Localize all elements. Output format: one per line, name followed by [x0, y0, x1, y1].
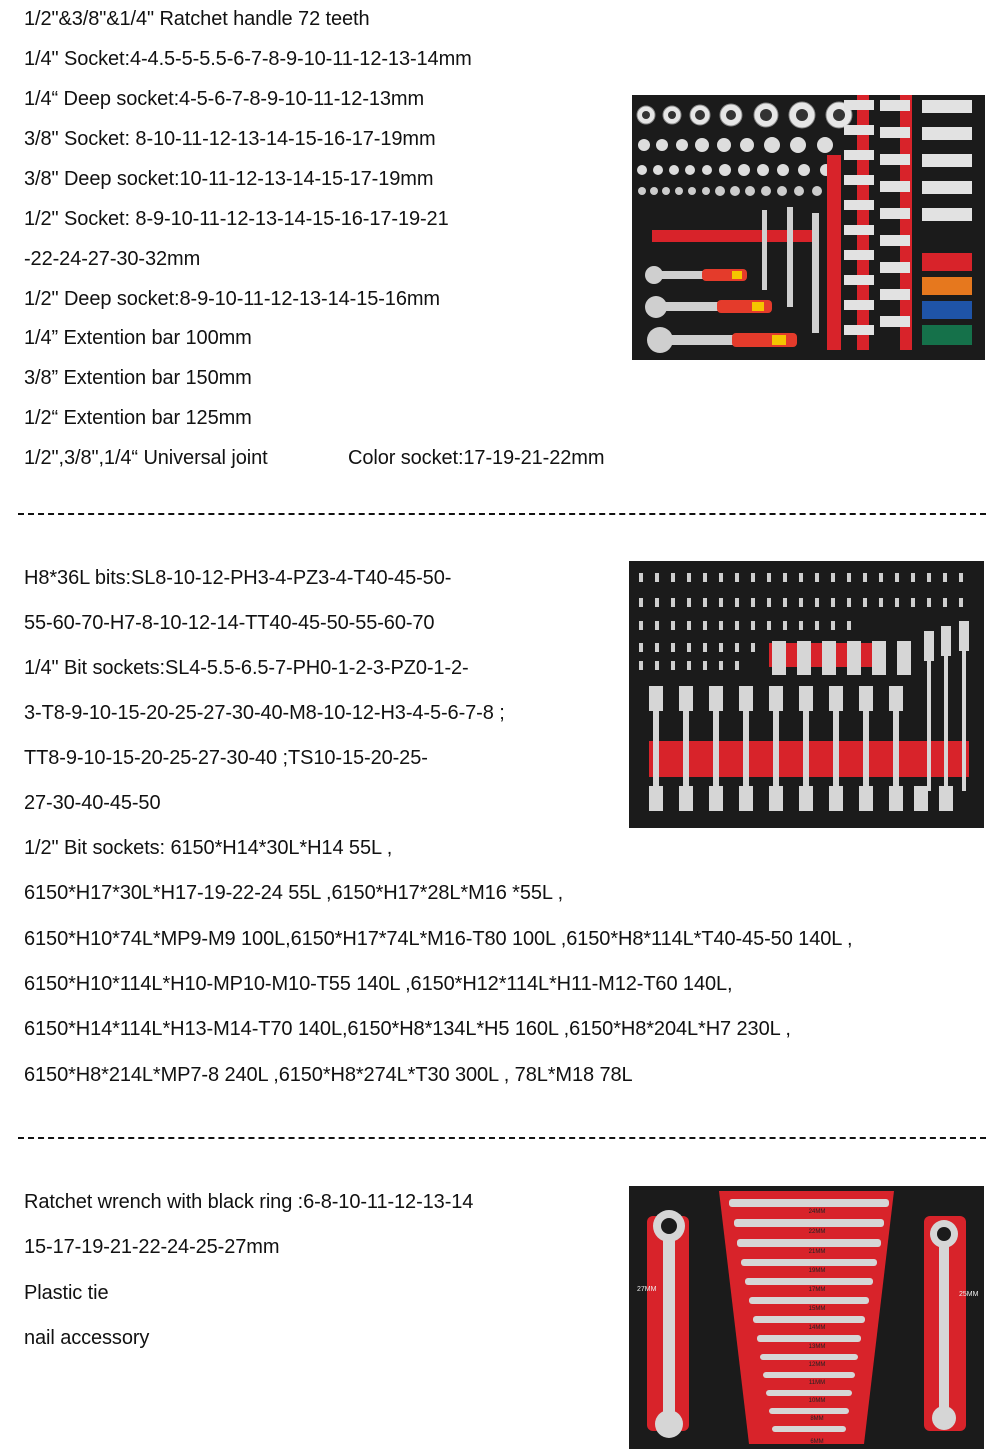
spec-line: 1/4" Socket:4-4.5-5-5.5-6-7-8-9-10-11-12-13-14mm	[24, 48, 472, 70]
wrench-size-label: 15MM	[808, 1306, 826, 1312]
color-socket-line: Color socket:17-19-21-22mm	[348, 447, 605, 469]
spec-line: 6150*H8*214L*MP7-8 240L ,6150*H8*274L*T30 300L , 78L*M18 78L	[24, 1064, 633, 1086]
spec-line: 15-17-19-21-22-24-25-27mm	[24, 1236, 280, 1258]
spec-line: 1/4“ Deep socket:4-5-6-7-8-9-10-11-12-13mm	[24, 88, 425, 110]
spec-line: 3-T8-9-10-15-20-25-27-30-40-M8-10-12-H3-4-5-6-7-8 ;	[24, 702, 505, 724]
spec-line: 1/4” Extention bar 100mm	[24, 327, 252, 349]
spec-line: 6150*H10*74L*MP9-M9 100L,6150*H17*74L*M16-T80 100L ,6150*H8*114L*T40-45-50 140L ,	[24, 928, 853, 950]
left-wrench-label: 27MM	[637, 1286, 657, 1293]
spec-line: 3/8" Deep socket:10-11-12-13-14-15-17-19mm	[24, 168, 434, 190]
spec-line: 1/2"&3/8"&1/4" Ratchet handle 72 teeth	[24, 8, 370, 30]
spec-line: -22-24-27-30-32mm	[24, 248, 201, 270]
spec-line: Plastic tie	[24, 1282, 109, 1304]
spec-line: 6150*H10*114L*H10-MP10-M10-T55 140L ,6150*H12*114L*H11-M12-T60 140L,	[24, 973, 733, 995]
spec-line: nail accessory	[24, 1327, 150, 1349]
wrench-size-label: 24MM	[808, 1209, 826, 1215]
wrench-tray-photo	[629, 1186, 984, 1449]
socket-tray-photo	[632, 95, 985, 360]
spec-line: 3/8" Socket: 8-10-11-12-13-14-15-16-17-19mm	[24, 128, 436, 150]
spec-line: 27-30-40-45-50	[24, 792, 161, 814]
section-divider	[18, 513, 986, 515]
spec-line: 55-60-70-H7-8-10-12-14-TT40-45-50-55-60-70	[24, 612, 435, 634]
wrench-size-label: 12MM	[808, 1362, 826, 1368]
wrench-size-label: 14MM	[808, 1325, 826, 1331]
spec-line: 6150*H17*30L*H17-19-22-24 55L ,6150*H17*28L*M16 *55L ,	[24, 882, 564, 904]
wrench-size-label: 10MM	[808, 1398, 826, 1404]
spec-line: 1/4" Bit sockets:SL4-5.5-6.5-7-PH0-1-2-3-PZ0-1-2-	[24, 657, 469, 679]
bit-tray-photo	[629, 561, 984, 828]
spec-line: TT8-9-10-15-20-25-27-30-40 ;TS10-15-20-25-	[24, 747, 428, 769]
wrench-size-label: 17MM	[808, 1287, 826, 1293]
wrench-size-label: 13MM	[808, 1344, 826, 1350]
spec-line: 1/2“ Extention bar 125mm	[24, 407, 252, 429]
spec-line: 1/2" Deep socket:8-9-10-11-12-13-14-15-16mm	[24, 288, 440, 310]
section-divider	[18, 1137, 986, 1139]
wrench-size-label: 19MM	[808, 1268, 826, 1274]
wrench-size-label: 6MM	[810, 1439, 824, 1445]
spec-line: 1/2" Bit sockets: 6150*H14*30L*H14 55L ,	[24, 837, 393, 859]
spec-line: 3/8” Extention bar 150mm	[24, 367, 252, 389]
right-wrench-label: 25MM	[959, 1291, 979, 1298]
spec-line: 1/2",3/8",1/4“ Universal joint	[24, 447, 268, 469]
spec-line: H8*36L bits:SL8-10-12-PH3-4-PZ3-4-T40-45-50-	[24, 567, 452, 589]
spec-line: 1/2" Socket: 8-9-10-11-12-13-14-15-16-17-19-21	[24, 208, 449, 230]
wrench-size-label: 22MM	[808, 1229, 826, 1235]
wrench-size-label: 21MM	[808, 1249, 826, 1255]
spec-line: 6150*H14*114L*H13-M14-T70 140L,6150*H8*134L*H5 160L ,6150*H8*204L*H7 230L ,	[24, 1018, 791, 1040]
wrench-size-label: 11MM	[808, 1380, 826, 1386]
wrench-size-label: 8MM	[810, 1416, 824, 1422]
spec-line: Ratchet wrench with black ring :6-8-10-11-12-13-14	[24, 1191, 474, 1213]
